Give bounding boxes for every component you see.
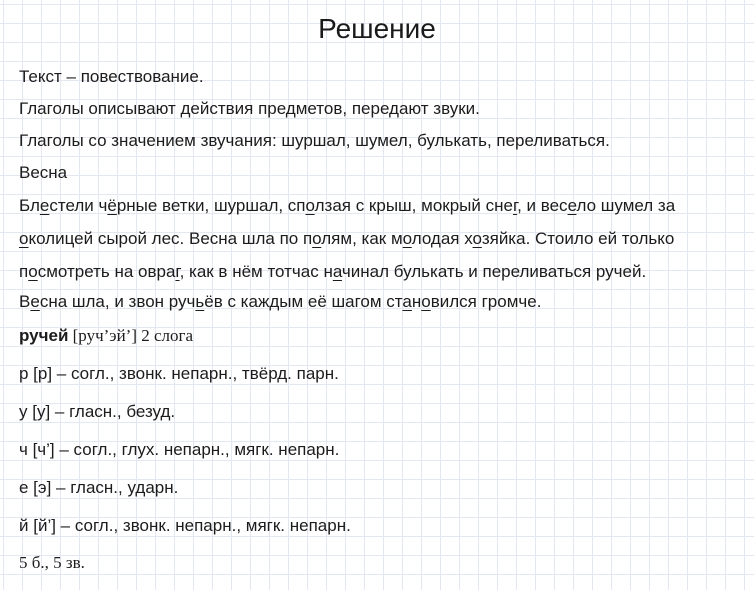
- underlined-letter: г: [512, 196, 518, 215]
- analyzed-word: ручей: [19, 326, 69, 345]
- underlined-letter: ё: [107, 196, 117, 215]
- underlined-letter: о: [421, 292, 431, 311]
- underlined-letter: о: [28, 262, 38, 281]
- phonetic-line-j: й [й’] – согл., звонк. непарн., мягк. непарн.: [19, 516, 351, 535]
- underlined-letter: е: [39, 196, 50, 215]
- letters-sounds-summary: 5 б., 5 зв.: [19, 553, 85, 572]
- word-transcription-line: [19, 326, 193, 346]
- underlined-letter: е: [30, 292, 40, 311]
- underlined-letter: о: [305, 196, 315, 215]
- paragraph-line-2: околицей сырой лес. Весна шла по полям, как молодая хозяйка. Стоило ей только: [19, 229, 675, 248]
- transcription: [руч’эй’] 2 слога: [68, 326, 194, 345]
- text-type-line: Текст – повествование.: [19, 67, 204, 86]
- sound-verbs-line: Глаголы со значением звучания: шуршал, шумел, булькать, переливаться.: [19, 131, 610, 150]
- paragraph-line-1: Блестели чёрные ветки, шуршал, сползая с крыш, мокрый снег, и весело шумел за: [19, 196, 676, 215]
- verbs-description-line: Глаголы описывают действия предметов, передают звуки.: [19, 99, 480, 118]
- paragraph-line-4: Весна шла, и звон ручьёв с каждым её шагом становился громче.: [19, 292, 542, 311]
- text-heading: Весна: [19, 163, 68, 182]
- page-title: Решение: [318, 13, 436, 44]
- phonetic-line-e: е [э] – гласн., ударн.: [19, 478, 179, 497]
- underlined-letter: о: [472, 229, 482, 248]
- underlined-letter: о: [402, 229, 412, 248]
- paragraph-line-3: посмотреть на овраг, как в нём тотчас начинал булькать и переливаться ручей.: [19, 262, 647, 281]
- phonetic-line-r: р [р] – согл., звонк. непарн., твёрд. парн.: [19, 364, 339, 383]
- underlined-letter: о: [19, 229, 29, 248]
- underlined-letter: е: [567, 196, 577, 215]
- underlined-letter: г: [175, 262, 180, 281]
- underlined-letter: а: [402, 292, 412, 311]
- phonetic-line-u: у [у] – гласн., безуд.: [19, 402, 176, 421]
- underlined-letter: а: [332, 262, 342, 281]
- underlined-letter: о: [312, 229, 322, 248]
- phonetic-line-ch: ч [ч’] – согл., глух. непарн., мягк. непарн.: [19, 440, 340, 459]
- underlined-letter: ь: [195, 292, 205, 311]
